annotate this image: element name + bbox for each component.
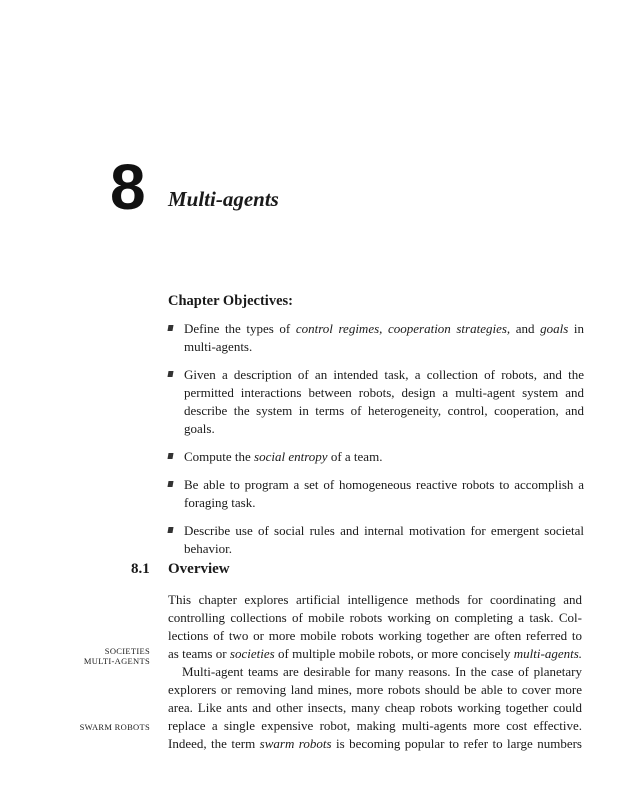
text-run: in multi-agents. xyxy=(184,321,584,354)
text-run: Compute the xyxy=(184,449,255,464)
text-run: lections of two or more mobile robots working together are often referred to xyxy=(168,628,582,643)
text-run: Define the types of xyxy=(184,321,296,336)
text-run: of multiple mobile robots, or more concisely xyxy=(274,646,514,661)
text-run: Given a description of an intended task, a collection of robots, and the permitted interactions between robots, design a multi-agent system and describe the system in terms of heterogeneity, control, cooperation, and goals. xyxy=(184,367,584,436)
chapter-title: Multi-agents xyxy=(168,187,279,211)
emphasized-term: societies xyxy=(229,646,275,661)
text-run: controlling collections of mobile robots working on completing a task. Col- xyxy=(168,610,582,625)
emphasized-term: control regimes, cooperation strategies, xyxy=(295,321,511,336)
body-line xyxy=(168,609,582,627)
section-title: Overview xyxy=(168,561,230,577)
emphasized-term: swarm robots xyxy=(259,736,332,751)
objectives-list xyxy=(168,320,584,568)
margin-term-multi-agents: MULTI-AGENTS xyxy=(83,656,150,666)
section-number: 8.1 xyxy=(131,561,150,577)
text-run: as teams or xyxy=(168,646,230,661)
objective-item xyxy=(168,448,584,466)
body-line xyxy=(168,591,582,609)
emphasized-term: goals xyxy=(540,321,569,336)
body-line xyxy=(168,699,582,717)
body-line xyxy=(168,735,582,753)
text-run: explorers or removing land mines, more robots should be able to cover more xyxy=(168,682,582,697)
body-paragraphs xyxy=(168,591,582,753)
text-run: Indeed, the term xyxy=(168,736,260,751)
bullet-icon xyxy=(167,453,173,459)
objective-item xyxy=(168,476,584,512)
objective-item xyxy=(168,522,584,558)
body-line xyxy=(168,627,582,645)
bullet-icon xyxy=(167,371,173,377)
objective-item xyxy=(168,366,584,438)
emphasized-term: multi-agents. xyxy=(513,646,582,661)
objectives-heading: Chapter Objectives: xyxy=(168,293,293,309)
objective-item xyxy=(168,320,584,356)
chapter-number: 8 xyxy=(110,151,146,223)
text-run: and xyxy=(510,321,541,336)
text-run: is becoming popular to refer to large numbers xyxy=(331,736,582,751)
body-line xyxy=(168,717,582,735)
margin-term-swarm-robots: SWARM ROBOTS xyxy=(79,722,150,732)
emphasized-term: social entropy xyxy=(254,449,328,464)
body-line xyxy=(168,663,582,681)
body-line xyxy=(168,681,582,699)
bullet-icon xyxy=(167,325,173,331)
text-run: Describe use of social rules and internal motivation for emergent societal behavior. xyxy=(184,523,584,556)
text-run: of a team. xyxy=(327,449,383,464)
margin-term-societies: SOCIETIES xyxy=(104,646,150,656)
bullet-icon xyxy=(167,481,173,487)
text-run: This chapter explores artificial intelligence methods for coordinating and xyxy=(168,592,582,607)
body-line xyxy=(168,645,582,663)
text-run: area. Like ants and other insects, many cheap robots working together could xyxy=(168,700,582,715)
text-run: Be able to program a set of homogeneous reactive robots to accomplish a foraging task. xyxy=(184,477,584,510)
bullet-icon xyxy=(167,527,173,533)
text-run: Multi-agent teams are desirable for many reasons. In the case of planetary xyxy=(182,664,582,679)
text-run: replace a single expensive robot, making multi-agents more cost effective. xyxy=(168,718,582,733)
